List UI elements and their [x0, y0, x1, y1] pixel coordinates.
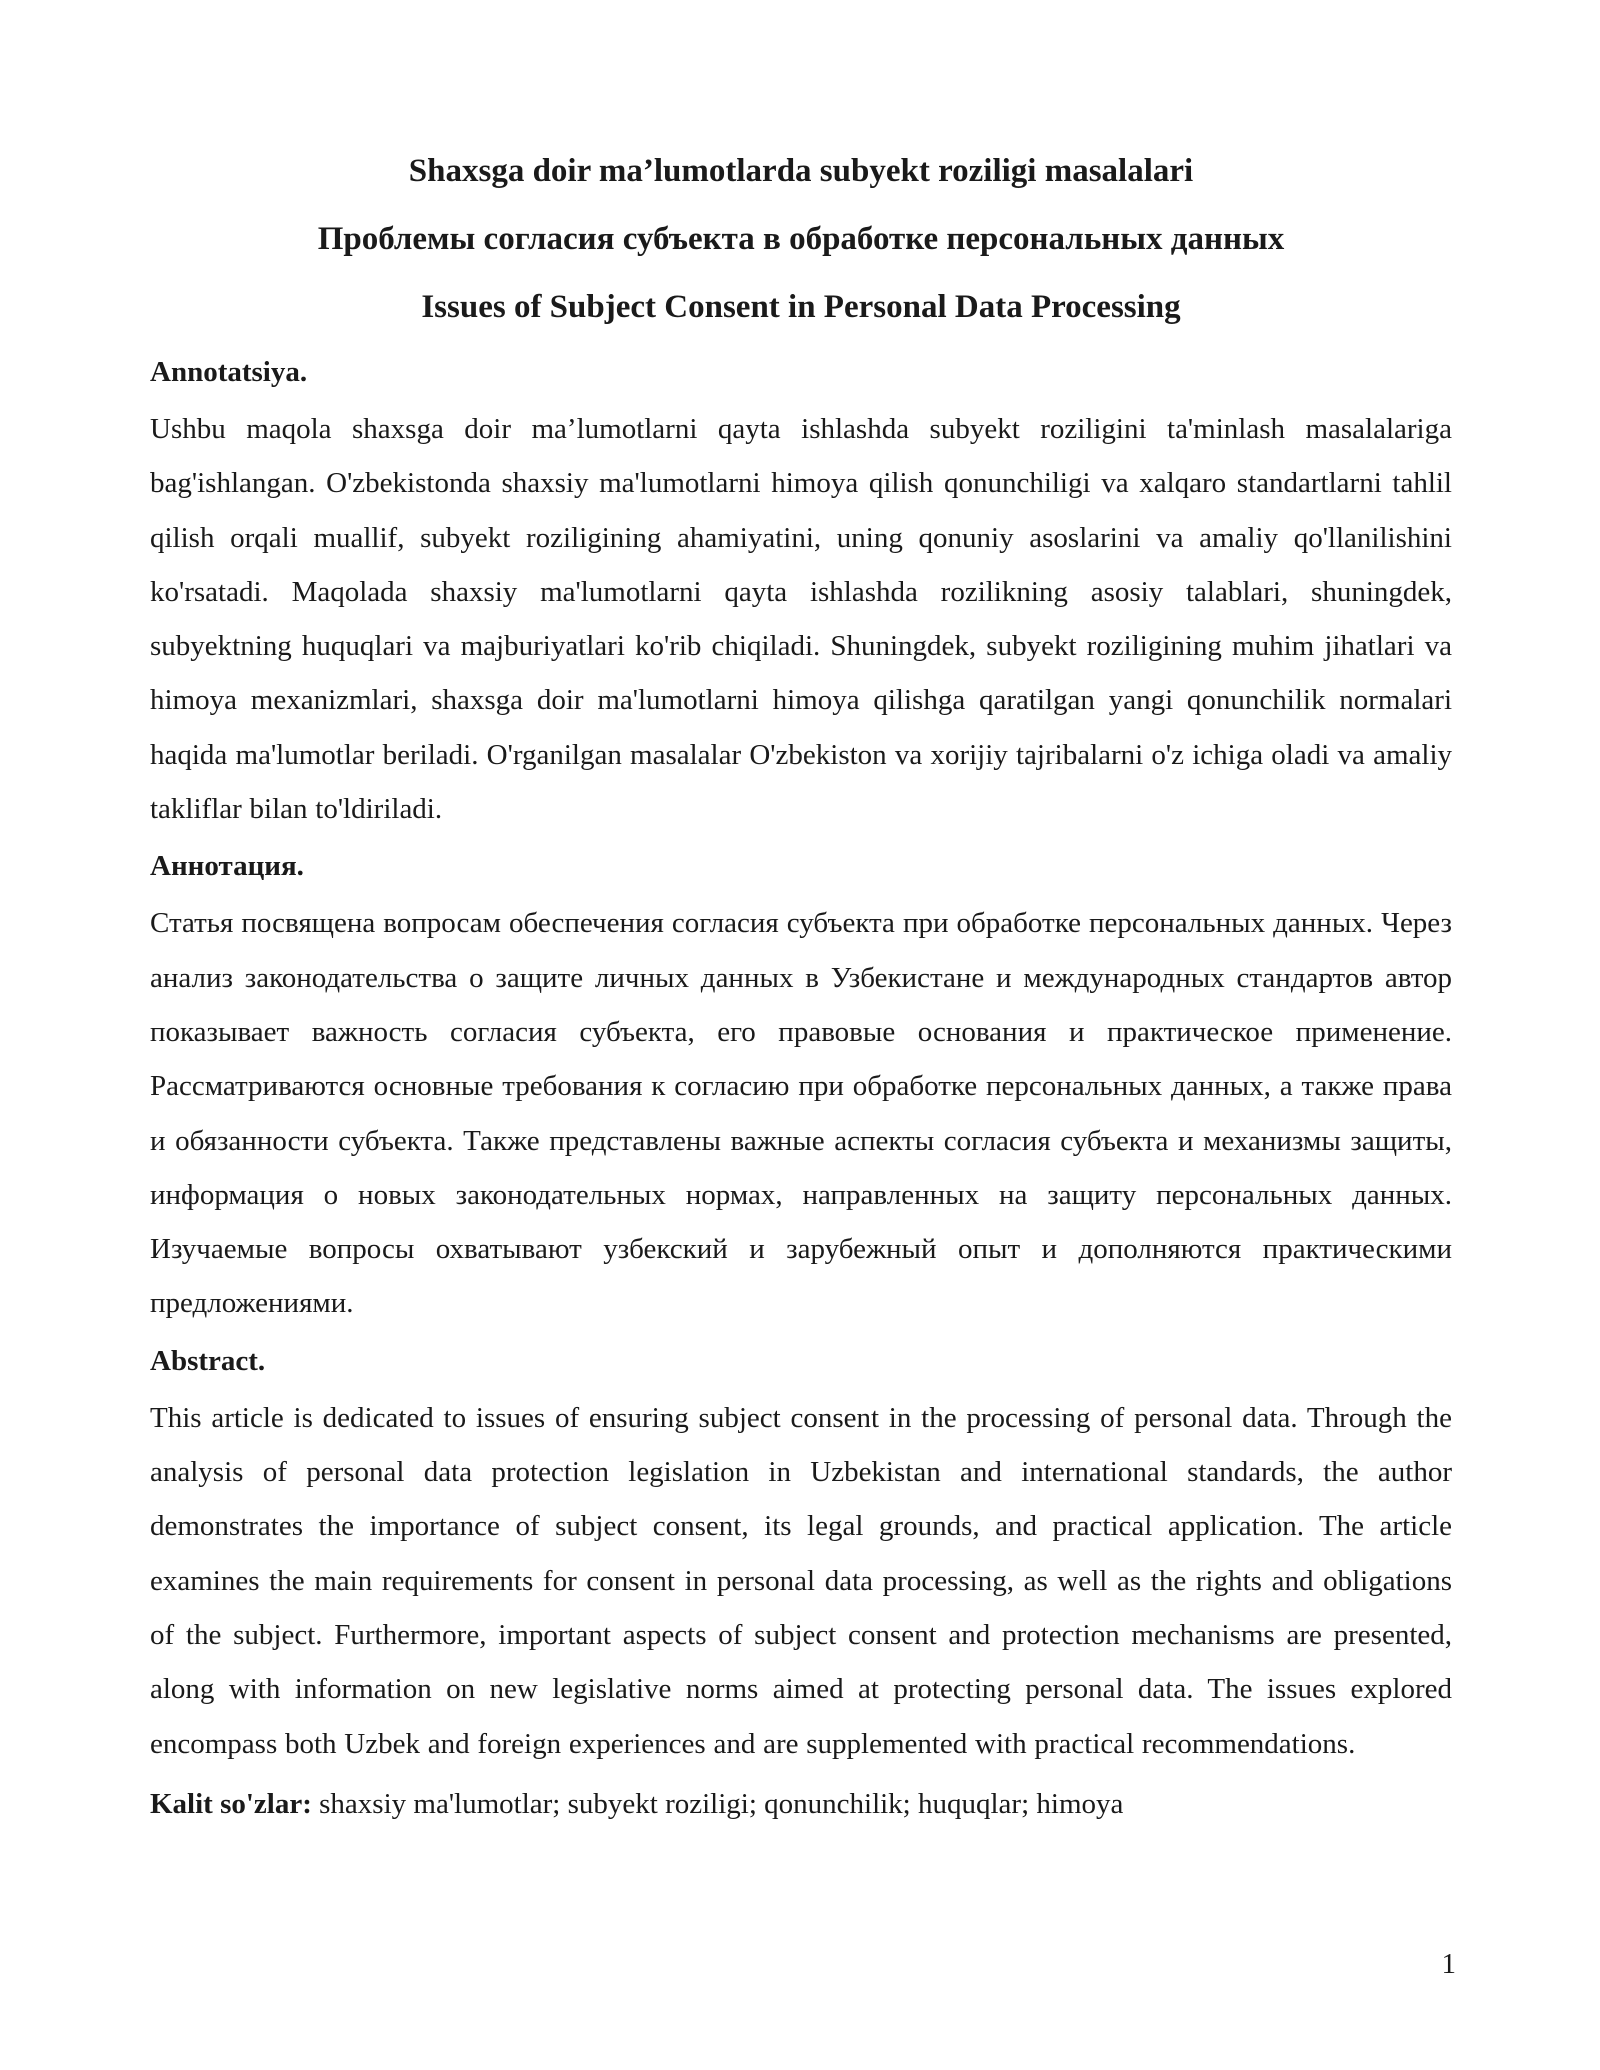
title-uzbek: Shaxsga doir ma’lumotlarda subyekt roziligi masalalari — [408, 153, 1194, 189]
page-number: 1 — [1441, 1948, 1456, 1980]
annotation-uzbek-heading: Annotatsiya. — [150, 356, 308, 388]
annotation-uzbek-text: Ushbu maqola shaxsga doir ma’lumotlarni qayta ishlashda subyekt roziligini ta'minlash masalalariga bag'ishlangan. O'zbekistonda shaxsiy ma'lumotlarni himoya qilish qonunchiligi va xalqaro standartlarni tahlil qilish orqali muallif, subyekt roziligining ahamiyatini, uning qonuniy asoslarini va amaliy qo'llanilishini ko'rsatadi. Maqolada shaxsiy ma'lumotlarni qayta ishlashda rozilikning asosiy talablari, shuningdek, subyektning huquqlari va majburiyatlari ko'rib chiqiladi. Shuningdek, subyekt roziligining muhim jihatlari va himoya mexanizmlari, shaxsga doir ma'lumotlarni himoya qilishga qaratilgan yangi qonunchilik normalari haqida ma'lumotlar beriladi. O'rganilgan masalalar O'zbekiston va xorijiy tajribalarni o'z ichiga oladi va amaliy takliflar bilan to'ldiriladi. — [150, 413, 1452, 826]
title-russian: Проблемы согласия субъекта в обработке персональных данных — [317, 221, 1285, 257]
paper-page — [150, 148, 1452, 1827]
title-english: Issues of Subject Consent in Personal Data Processing — [421, 289, 1181, 325]
annotation-russian-section — [150, 846, 1452, 1330]
abstract-english-heading: Abstract. — [150, 1344, 266, 1377]
keywords-label: Kalit so'zlar: — [150, 1787, 312, 1820]
annotation-russian-text: Статья посвящена вопросам обеспечения согласия субъекта при обработке персональных данных. Через анализ законодательства о защите личных данных в Узбекистане и международных стандартов автор показывает важность согласия субъекта, его правовые основания и практическое применение. Рассматриваются основные требования к согласию при обработке персональных данных, а также права и обязанности субъекта. Также представлены важные аспекты согласия субъекта и механизмы защиты, информация о новых законодательных нормах, направленных на защиту персональных данных. Изучаемые вопросы охватывают узбекский и зарубежный опыт и дополняются практическими предложениями. — [150, 907, 1452, 1320]
keywords-text: shaxsiy ma'lumotlar; subyekt roziligi; qonunchilik; huquqlar; himoya — [311, 1787, 1124, 1820]
annotation-russian-heading: Аннотация. — [150, 850, 304, 883]
abstract-english-text: This article is dedicated to issues of ensuring subject consent in the processing of personal data. Through the analysis of personal data protection legislation in Uzbekistan and international standards, the author demonstrates the importance of subject consent, its legal grounds, and practical application. The article examines the main requirements for consent in personal data processing, as well as the rights and obligations of the subject. Furthermore, important aspects of subject consent and protection mechanisms are presented, along with information on new legislative norms aimed at protecting personal data. The issues explored encompass both Uzbek and foreign experiences and are supplemented with practical recommendations. — [150, 1401, 1452, 1760]
keywords-line — [150, 1781, 1452, 1827]
annotation-uzbek-section — [150, 352, 1452, 836]
abstract-english-section — [150, 1341, 1452, 1771]
